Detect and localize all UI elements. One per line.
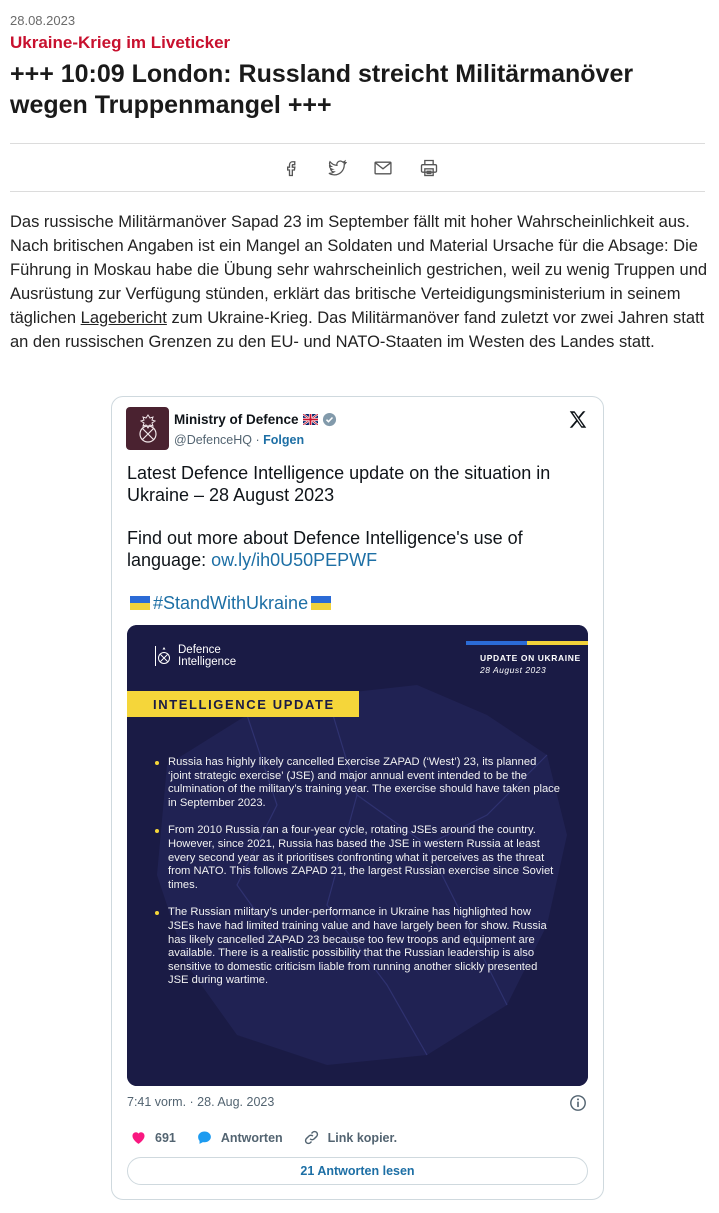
update-bullets <box>155 756 560 1002</box>
read-replies-button[interactable]: 21 Antworten lesen <box>127 1157 588 1185</box>
copy-link-label: Link kopier. <box>327 1130 398 1145</box>
embedded-tweet <box>111 396 604 1200</box>
tweet-actions <box>130 1129 417 1146</box>
update-title: UPDATE ON UKRAINE <box>480 653 581 663</box>
share-bar <box>0 152 719 184</box>
update-date: 28 August 2023 <box>480 665 547 675</box>
follow-button[interactable]: Folgen <box>263 433 305 447</box>
divider-top <box>10 143 705 144</box>
bullet-item: The Russian military’s under-performance in Ukraine has highlighted how JSEs have had limited training value and have largely been for show. Russia has likely cancelled ZAPAD 23 because too few troops and equipment are available. There is a realistic possibility that the Russian leadership is also sensitive to domestic criticism liable from running another slickly presented JSE during wartime. <box>155 906 560 988</box>
tweet-text-line1: Latest Defence Intelligence update on the situation in Ukraine – 28 August 2023 <box>127 463 551 505</box>
reply-bubble-icon <box>196 1129 213 1146</box>
copy-link-button[interactable] <box>303 1129 397 1146</box>
logo-line2: Intelligence <box>178 656 237 668</box>
ukraine-flag-icon <box>311 596 331 610</box>
account-handle-row <box>174 433 304 447</box>
tweet-text <box>127 462 592 635</box>
twitter-icon <box>327 158 347 178</box>
article-body-text-end: zum Ukraine-Krieg. Das Militärmanöver fand zuletzt vor zwei Jahren statt an den russischen Grenzen zu den EU- und NATO-Staaten im Westen des Landes statt. <box>10 309 705 351</box>
article-date: 28.08.2023 <box>10 13 76 28</box>
tweet-text-line2 <box>127 527 592 571</box>
heart-icon <box>130 1129 147 1146</box>
avatar[interactable] <box>126 407 169 450</box>
account-name-text: Ministry of Defence <box>174 412 299 427</box>
bullet-item: From 2010 Russia ran a four-year cycle, rotating JSEs around the country. However, since 2021, Russia has based the JSE in western Russia at least every second year as it prioritises confronting what it perceives as the threat from NATO. This follows ZAPAD 21, the largest Russian exercise since Soviet times. <box>155 824 560 892</box>
verified-badge-icon <box>322 412 337 427</box>
twitter-share-button[interactable] <box>326 157 348 179</box>
lagebericht-link[interactable]: Lagebericht <box>80 309 167 327</box>
facebook-icon <box>281 158 301 178</box>
article-body-text: Das russische Militärmanöver Sapad 23 im September fällt mit hoher Wahrscheinlichkeit aus. Nach britischen Angaben ist ein Mangel an Soldaten und Material Ursache für die Absage: Die Führung in Moskau habe die Übung sehr wahrscheinlich gestrichen, weil zu wenig Truppen und Ausrüstung zur Verfügung stünden, erklärt das britische Verteidigungsministerium in seinem täglichen <box>10 213 708 327</box>
crest-icon <box>154 645 172 667</box>
hashtag-row <box>127 592 592 614</box>
mail-icon <box>373 158 393 178</box>
ukraine-flag-icon <box>130 596 150 610</box>
logo-line1: Defence <box>178 644 221 656</box>
tweet-text-prefix: Find out more about Defence Intelligence's use of language: <box>127 528 523 570</box>
link-icon <box>303 1129 320 1146</box>
update-label <box>466 641 588 675</box>
uk-flag-icon <box>303 414 318 425</box>
divider-bottom <box>10 191 705 192</box>
mail-share-button[interactable] <box>372 157 394 179</box>
article-kicker[interactable]: Ukraine-Krieg im Liveticker <box>10 33 231 52</box>
bullet-item: Russia has highly likely cancelled Exercise ZAPAD (‘West’) 23, its planned ‘joint strategic exercise’ (JSE) and major annual event intended to be the culmination of the military’s training year. The exercise should have taken place in September 2023. <box>155 756 560 810</box>
account-name[interactable] <box>174 412 337 427</box>
print-icon <box>419 158 439 178</box>
ukraine-stripe <box>466 641 588 645</box>
info-icon[interactable] <box>569 1094 587 1112</box>
article-body <box>10 210 710 354</box>
hashtag-link[interactable]: #StandWithUkraine <box>153 593 309 613</box>
reply-label: Antworten <box>220 1130 283 1145</box>
tweet-link[interactable]: ow.ly/ih0U50PEPWF <box>211 550 378 570</box>
facebook-share-button[interactable] <box>280 157 302 179</box>
account-handle[interactable]: @DefenceHQ <box>174 433 252 447</box>
defence-intelligence-logo <box>154 644 236 668</box>
intelligence-update-banner: INTELLIGENCE UPDATE <box>127 691 359 717</box>
mod-crest-icon <box>133 412 163 446</box>
article-headline: +++ 10:09 London: Russland streicht Militärmanöver wegen Truppenmangel +++ <box>10 60 634 119</box>
logo-text <box>178 644 236 668</box>
intelligence-update-image[interactable] <box>127 625 588 1086</box>
x-logo-icon[interactable] <box>567 409 589 431</box>
reply-button[interactable] <box>196 1129 283 1146</box>
print-button[interactable] <box>418 157 440 179</box>
handle-separator: · <box>252 433 264 447</box>
like-button[interactable] <box>130 1129 176 1146</box>
tweet-timestamp[interactable]: 7:41 vorm. · 28. Aug. 2023 <box>127 1095 275 1109</box>
like-count: 691 <box>155 1130 176 1145</box>
